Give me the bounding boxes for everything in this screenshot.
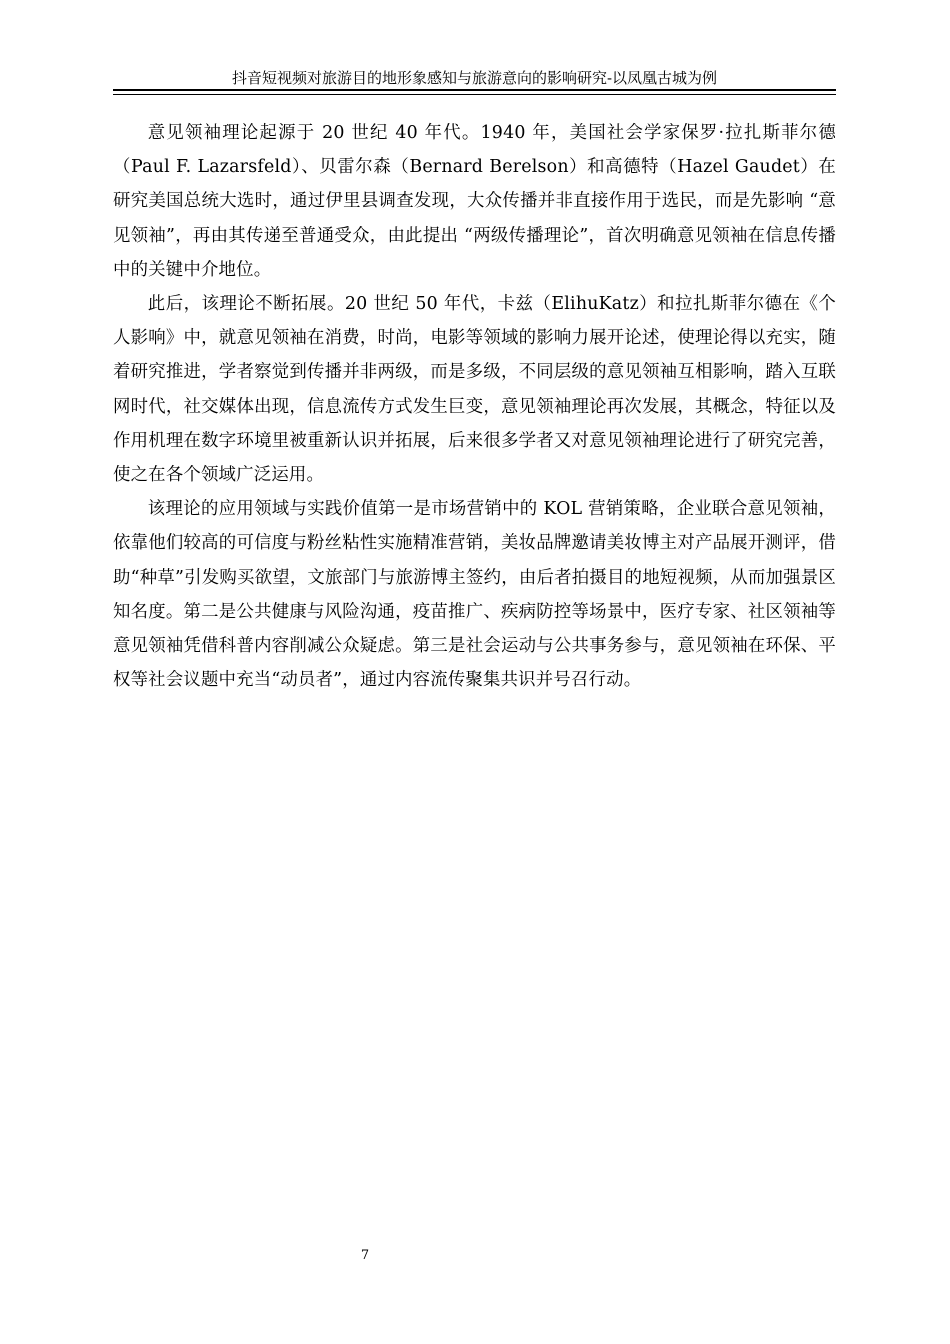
paragraph-applications: 该理论的应用领域与实践价值第一是市场营销中的 KOL 营销策略，企业联合意见领袖，依靠他们较高的可信度与粉丝粘性实施精准营销，美妆品牌邀请美妆博主对产品展开测评，借助“种草”引发购买欲望，文旅部门与旅游博主签约，由后者拍摄目的地短视频，从而加强景区知名度。第二是公共健康与风险沟通，疫苗推广、疾病防控等场景中，医疗专家、社区领袖等意见领袖凭借科普内容削减公众疑虑。第三是社会运动与公共事务参与，意见领袖在环保、平权等社会议题中充当“动员者”，通过内容流传聚集共识并号召行动。 <box>113 499 836 691</box>
header-rule-thin <box>113 94 836 95</box>
paragraph-development: 此后，该理论不断拓展。20 世纪 50 年代，卡兹（ElihuKatz）和拉扎斯菲尔德在《个人影响》中，就意见领袖在消费，时尚，电影等领域的影响力展开论述，使理论得以充实，随着研究推进，学者察觉到传播并非两级，而是多级，不同层级的意见领袖互相影响，踏入互联网时代，社交媒体出现，信息流传方式发生巨变，意见领袖理论再次发展，其概念，特征以及作用机理在数字环境里被重新认识并拓展，后来很多学者又对意见领袖理论进行了研究完善，使之在各个领域广泛运用。 <box>113 294 836 486</box>
running-header: 抖音短视频对旅游目的地形象感知与旅游意向的影响研究-以凤凰古城为例 <box>231 69 718 87</box>
header-rule-thick <box>113 89 836 91</box>
page-number: 7 <box>360 1248 370 1263</box>
body-text <box>113 116 836 697</box>
paragraph-origin: 意见领袖理论起源于 20 世纪 40 年代。1940 年，美国社会学家保罗·拉扎斯菲尔德（Paul F. Lazarsfeld）、贝雷尔森（Bernard Berelson）和高德特（Hazel Gaudet）在研究美国总统大选时，通过伊里县调查发现，大众传播并非直接作用于选民，而是先影响 “意见领袖”，再由其传递至普通受众，由此提出 “两级传播理论”，首次明确意见领袖在信息传播中的关键中介地位。 <box>113 123 836 280</box>
